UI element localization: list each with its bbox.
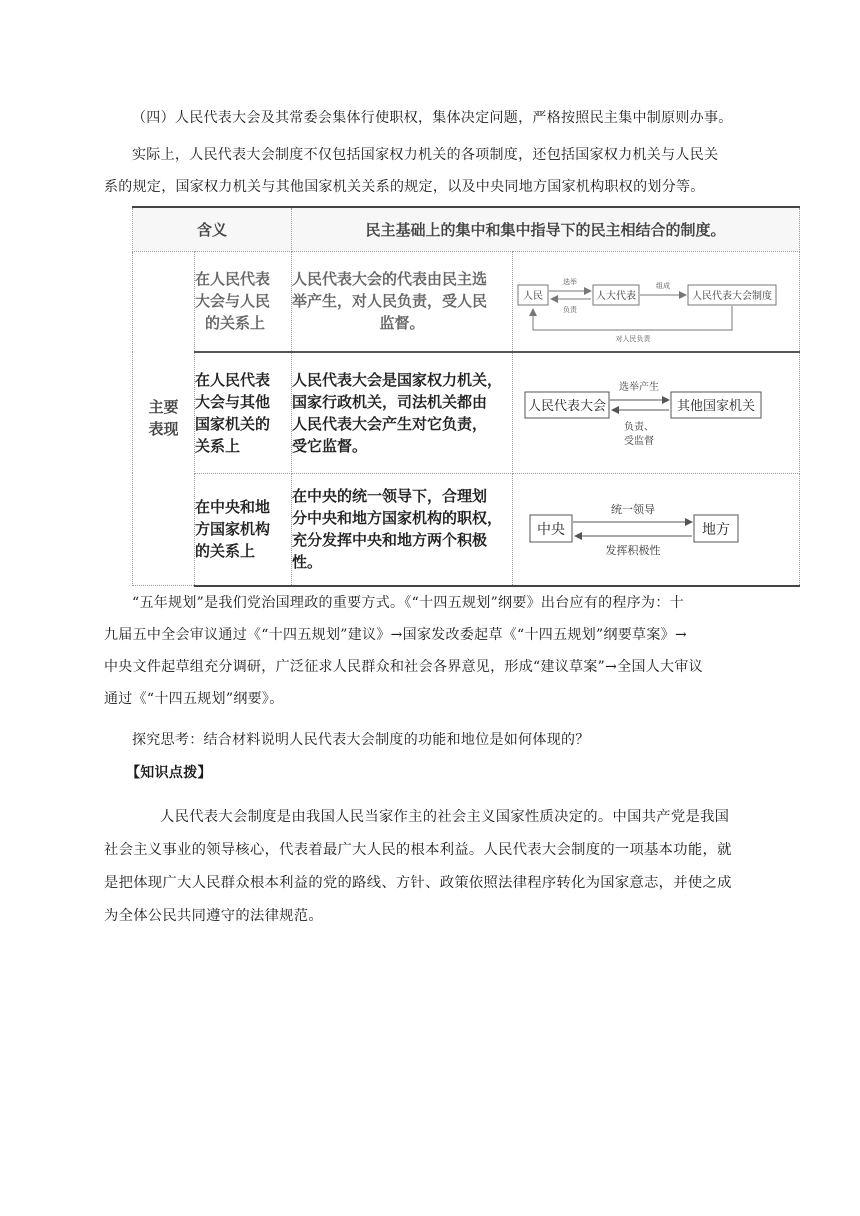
row3-desc-line3: 充分发挥中央和地方两个积极 <box>292 531 488 549</box>
row3-diagram-cell <box>513 473 800 586</box>
row2-label-line1: 在人民代表 <box>195 370 271 389</box>
row2-diagram-cell <box>513 352 800 474</box>
row3-label-line2: 方国家机构 <box>195 520 271 538</box>
arrow-responsible-label-line1: 负责、 <box>624 421 655 433</box>
main-manifestation-label <box>133 251 195 586</box>
central-local-diagram <box>513 474 800 581</box>
para4-text: 探究思考：结合材料说明人民代表大会制度的功能和地位是如何体现的？ <box>132 732 590 748</box>
row3-label-line3: 的关系上 <box>195 542 256 560</box>
row2-label <box>195 352 292 474</box>
box-npc-deputies-text: 人大代表 <box>596 290 637 302</box>
row1-desc-line3: 监督。 <box>379 314 425 332</box>
table-header-meaning-value: 民主基础上的集中和集中指导下的民主相结合的制度。 <box>292 207 800 251</box>
row1-label-line2: 大会与人民 <box>195 292 271 310</box>
row2-description <box>292 352 513 474</box>
table-header-meaning-label: 含义 <box>133 207 292 251</box>
paragraph-inquiry-question <box>104 724 762 756</box>
para3-line4: 通过《“十四五规划”纲要》。 <box>104 691 284 707</box>
arrow-elect-label: 选举 <box>563 277 578 286</box>
box-other-organs-text: 其他国家机关 <box>677 398 756 414</box>
row2-desc-line4: 受它监督。 <box>292 436 368 455</box>
row2-desc-line3: 人民代表大会产生对它负责， <box>292 414 488 433</box>
row1-desc-line2: 举产生，对人民负责，受人民 <box>292 292 488 310</box>
row1-diagram-cell <box>513 251 800 352</box>
para3-line1: “五年规划”是我们党治国理政的重要方式。《“十四五规划”纲要》出台应有的程序为：十 <box>132 595 684 611</box>
npc-principle-table <box>132 206 799 574</box>
main-label-line1: 主要 <box>148 398 179 417</box>
paragraph-five-year-plan <box>104 587 762 715</box>
row3-desc-line4: 性。 <box>292 553 323 571</box>
knowledge-tips-heading <box>126 757 784 789</box>
row1-label-line1: 在人民代表 <box>195 270 271 288</box>
people-deputies-system-diagram <box>513 252 800 347</box>
box-npc-text: 人民代表大会 <box>528 398 607 414</box>
row1-label <box>195 251 292 352</box>
arrow-responsible-label-line2: 受监督 <box>624 435 655 447</box>
row1-description <box>292 251 513 352</box>
box-npc-system-text: 人民代表大会制度 <box>692 290 773 302</box>
row3-desc-line2: 分中央和地方国家机构的职权， <box>292 509 503 527</box>
para6-line1: 人民代表大会制度是由我国人民当家作主的社会主义国家性质决定的。中国共产党是我国 <box>160 809 730 825</box>
row2-label-line4: 关系上 <box>195 436 241 455</box>
arrow-responsible-to-people-label: 对人民负责 <box>615 334 651 343</box>
arrow-compose-label: 组成 <box>656 281 671 290</box>
row3-description <box>292 473 513 586</box>
para3-line2: 九届五中全会审议通过《“十四五规划”建议》→国家发改委起草《“十四五规划”纲要草案》→ <box>104 627 687 643</box>
row2-label-line3: 国家机关的 <box>195 414 271 433</box>
row2-desc-line2: 国家行政机关，司法机关都由 <box>292 392 488 411</box>
arrow-unified-leadership-label: 统一领导 <box>611 502 656 516</box>
main-label-line2: 表现 <box>148 420 179 439</box>
arrow-responsible-label: 负责 <box>563 305 578 314</box>
paragraph-knowledge-tips <box>104 801 762 933</box>
box-central-text: 中央 <box>537 521 566 538</box>
para5-text: 【知识点拨】 <box>126 765 212 781</box>
row2-desc-line1: 人民代表大会是国家权力机关， <box>292 370 503 389</box>
para6-line2: 社会主义事业的领导核心，代表着最广大人民的根本利益。人民代表大会制度的一项基本功能，就 <box>104 842 732 858</box>
para6-line4: 为全体公民共同遵守的法律规范。 <box>104 908 323 924</box>
para6-line3: 是把体现广大人民群众根本利益的党的路线、方针、政策依照法律程序转化为国家意志，并使之成 <box>104 875 732 891</box>
paragraph-npc-collective-power <box>104 102 762 134</box>
para2-line2: 系的规定，国家权力机关与其他国家机关关系的规定，以及中央同地方国家机构职权的划分等。 <box>104 179 705 195</box>
row1-label-line3: 的关系上 <box>205 314 266 332</box>
para2-line1: 实际上，人民代表大会制度不仅包括国家权力机关的各项制度，还包括国家权力机关与人民关 <box>132 147 719 163</box>
row3-label-line1: 在中央和地 <box>195 498 271 516</box>
npc-other-organs-diagram <box>513 353 800 469</box>
box-people-text: 人民 <box>523 290 544 302</box>
arrow-initiative-label: 发挥积极性 <box>605 543 661 557</box>
row2-label-line2: 大会与其他 <box>195 392 271 411</box>
para3-line3: 中央文件起草组充分调研，广泛征求人民群众和社会各界意见，形成“建议草案”→全国人大审议 <box>104 659 703 675</box>
arrow-elect-produce-label: 选举产生 <box>619 381 660 393</box>
box-local-text: 地方 <box>702 521 731 538</box>
para1-text: （四）人民代表大会及其常委会集体行使职权，集体决定问题，严格按照民主集中制原则办事。 <box>132 110 733 126</box>
row1-desc-line1: 人民代表大会的代表由民主选 <box>292 270 488 288</box>
row3-desc-line1: 在中央的统一领导下，合理划 <box>292 487 488 505</box>
paragraph-npc-system-scope <box>104 139 762 203</box>
row3-label <box>195 473 292 586</box>
